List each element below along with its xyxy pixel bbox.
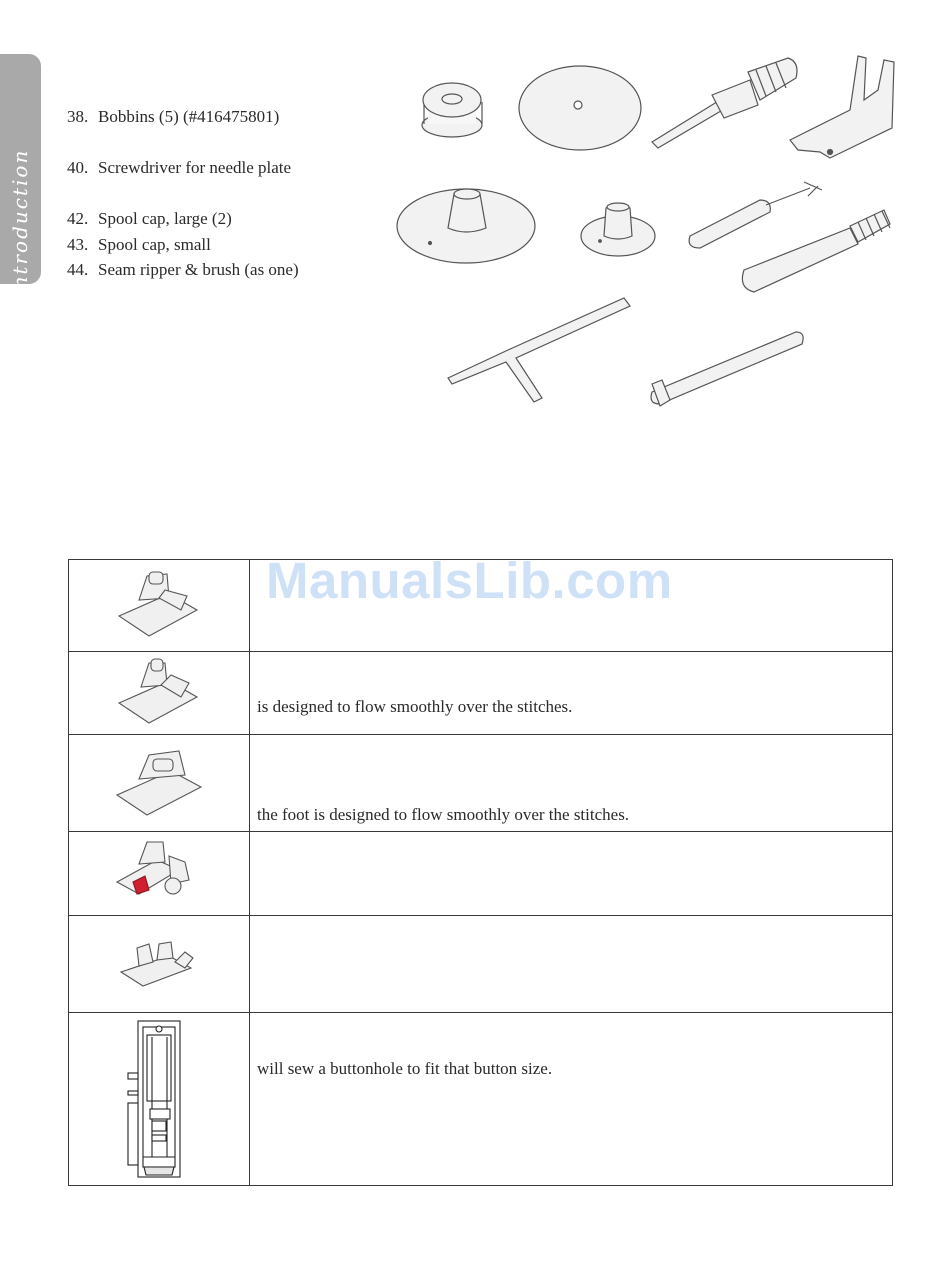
item-text: Bobbins (5) (#416475801) [98, 107, 280, 126]
foot-description [250, 1013, 893, 1186]
foot-description-text: is designed to flow smoothly over the stitches. [257, 697, 573, 716]
bobbin-icon [422, 83, 482, 137]
foot-description-text: will sew a buttonhole to fit that button size. [257, 1059, 553, 1078]
spool-cap-small-icon [581, 203, 655, 256]
list-item [67, 158, 291, 178]
list-item [67, 260, 299, 280]
item-text: Spool cap, small [98, 235, 211, 254]
foot-image-cell [69, 832, 250, 916]
table-row [69, 735, 893, 832]
tool-fork-icon [790, 56, 894, 158]
foot-image-cell [69, 560, 250, 652]
spool-cap-large-icon [397, 189, 535, 263]
foot-description [250, 916, 893, 1013]
list-item [67, 107, 279, 127]
presser-foot-a-icon [109, 566, 209, 646]
foot-image-cell [69, 1013, 250, 1186]
spool-pin-icon [651, 332, 803, 406]
table-row [69, 560, 893, 652]
presser-foot-b-icon [109, 655, 209, 731]
presser-foot-c-icon [109, 741, 209, 825]
item-text: Seam ripper & brush (as one) [98, 260, 299, 279]
accessories-illustration [390, 50, 910, 420]
seam-ripper-icon [689, 182, 822, 248]
item-number: 40. [67, 158, 89, 177]
table-row [69, 1013, 893, 1186]
item-number: 38. [67, 107, 89, 126]
presser-foot-e-icon [109, 928, 209, 1000]
item-text: Screwdriver for needle plate [98, 158, 292, 177]
watermark: ManualsLib.com [266, 552, 673, 609]
section-side-tab [0, 54, 41, 300]
foot-description-text: the foot is designed to flow smoothly over the stitches. [257, 805, 630, 824]
hex-key-icon [448, 298, 630, 402]
table-row [69, 832, 893, 916]
table-row [69, 916, 893, 1013]
list-item [67, 235, 211, 255]
foot-description [250, 652, 893, 735]
screwdriver-icon [652, 58, 797, 148]
item-text: Spool cap, large (2) [98, 209, 232, 228]
brush-icon [742, 210, 890, 292]
presser-foot-d-icon [109, 836, 209, 912]
foot-image-cell [69, 916, 250, 1013]
section-tab-label: Introduction [8, 148, 32, 300]
item-number: 43. [67, 235, 89, 254]
item-number: 44. [67, 260, 89, 279]
foot-image-cell [69, 652, 250, 735]
presser-feet-table [68, 559, 893, 1186]
foot-description [250, 832, 893, 916]
list-item [67, 209, 232, 229]
item-number: 42. [67, 209, 89, 228]
foot-description [250, 735, 893, 832]
buttonhole-foot-icon [124, 1017, 194, 1181]
foot-description [250, 560, 893, 652]
foot-image-cell [69, 735, 250, 832]
spool-disc-icon [519, 66, 641, 150]
table-row [69, 652, 893, 735]
